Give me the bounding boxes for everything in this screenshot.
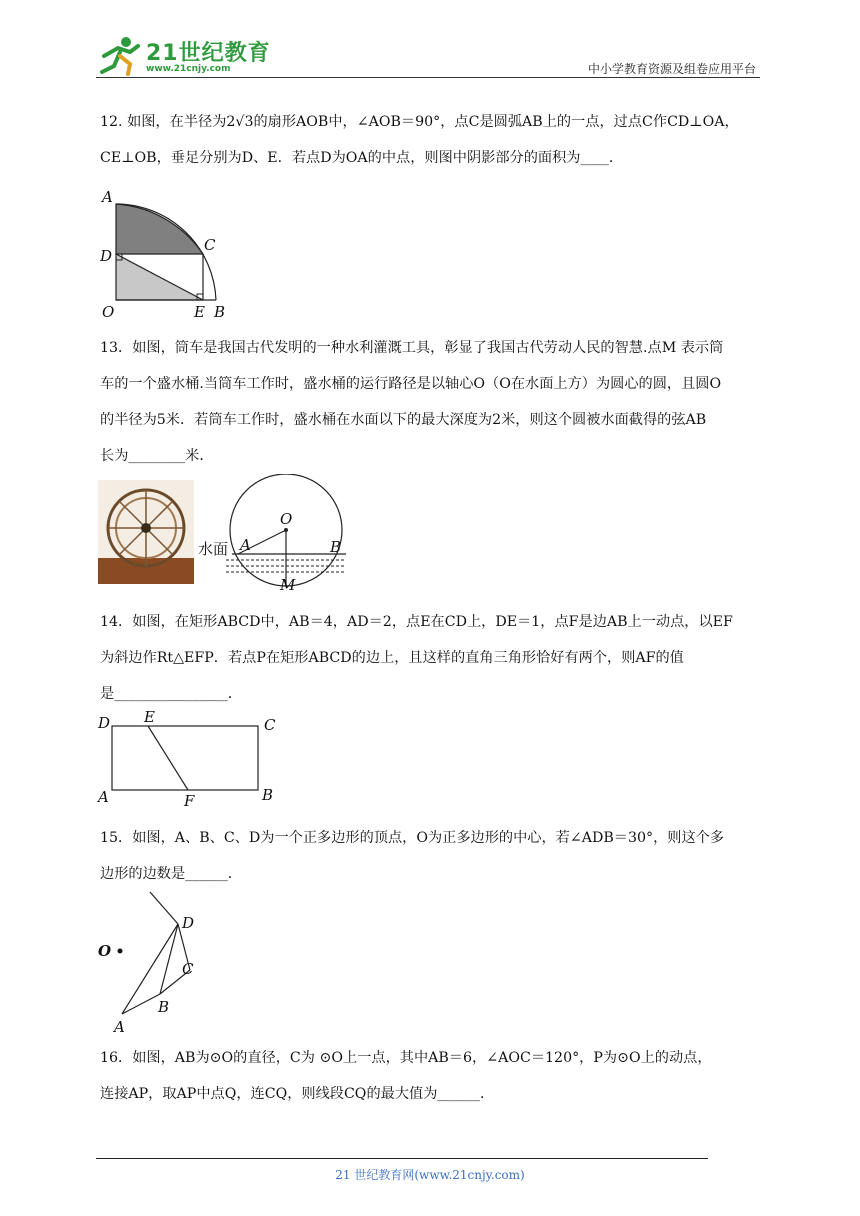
label-B: B: [158, 998, 170, 1016]
footer-link[interactable]: 21 世纪教育网(www.21cnjy.com): [335, 1168, 525, 1182]
runner-icon: [96, 34, 146, 76]
question-13-line-2: 车的一个盛水桶.当筒车工作时，盛水桶的运行路径是以轴心O（O在水面上方）为圆心的圆，且圆O: [100, 376, 722, 392]
label-D: D: [98, 714, 111, 732]
question-12: [100, 104, 760, 176]
logo-text: 21世纪教育: [146, 41, 271, 66]
header-divider: [96, 77, 760, 78]
label-B: B: [330, 538, 342, 556]
question-12-line-2: CE⊥OB，垂足分别为D、E．若点D为OA的中点，则图中阴影部分的面积为____．: [100, 150, 624, 166]
label-M: M: [280, 576, 296, 590]
platform-title: 中小学教育资源及组卷应用平台: [587, 62, 756, 76]
figure-12: [96, 186, 236, 322]
question-14-line-2: 为斜边作Rt△EFP．若点P在矩形ABCD的边上，且这样的直角三角形恰好有两个，则AF的值: [100, 650, 684, 666]
label-O: O: [98, 942, 112, 960]
question-14-line-3: 是________________．: [100, 686, 242, 702]
label-O: O: [102, 303, 115, 321]
label-C: C: [264, 716, 276, 734]
label-E: E: [144, 710, 155, 726]
label-C: C: [182, 960, 194, 978]
label-B: B: [262, 786, 274, 804]
label-A: A: [98, 788, 109, 806]
question-13-line-4: 长为________米．: [100, 448, 214, 464]
question-16-line-1: 16．如图，AB为⊙O的直径，C为 ⊙O上一点，其中AB＝6，∠AOC＝120°，P为⊙O上的动点，: [100, 1050, 712, 1066]
question-16: [100, 1040, 760, 1112]
question-15-line-2: 边形的边数是______．: [100, 866, 242, 882]
question-16-line-2: 连接AP，取AP中点Q，连CQ，则线段CQ的最大值为______．: [100, 1086, 495, 1102]
question-12-line-1: 12. 如图，在半径为2√3的扇形AOB中，∠AOB＝90°，点C是圆弧AB上的一点，过点C作CD⊥OA，: [100, 114, 739, 130]
label-A: A: [240, 536, 251, 554]
label-B: B: [214, 303, 226, 321]
label-F: F: [184, 792, 195, 810]
label-water-surface: 水面: [198, 540, 229, 558]
question-15: [100, 820, 760, 892]
waterwheel-photo: [98, 480, 194, 584]
figure-13: [196, 474, 356, 590]
question-14: [100, 604, 760, 712]
label-C: C: [204, 236, 216, 254]
label-D: D: [100, 247, 113, 265]
question-13-line-3: 的半径为5米．若筒车工作时，盛水桶在水面以下的最大深度为2米，则这个圆被水面截得的弦AB: [100, 412, 707, 428]
figure-15: [96, 888, 216, 1036]
question-13-line-1: 13．如图，筒车是我国古代发明的一种水利灌溉工具，彰显了我国古代劳动人民的智慧.点M 表示筒: [100, 340, 724, 356]
question-14-line-1: 14．如图，在矩形ABCD中，AB＝4，AD＝2，点E在CD上，DE＝1，点F是边AB上一动点，以EF: [100, 614, 733, 630]
label-E: E: [194, 303, 205, 321]
figure-14: [96, 710, 286, 810]
question-15-line-1: 15．如图，A、B、C、D为一个正多边形的顶点，O为正多边形的中心，若∠ADB＝30°，则这个多: [100, 830, 725, 846]
label-A: A: [114, 1018, 125, 1036]
logo-url: www.21cnjy.com: [146, 64, 231, 74]
label-A: A: [102, 188, 113, 206]
footer-divider: [96, 1158, 708, 1159]
label-O: O: [280, 510, 293, 528]
label-D: D: [182, 914, 195, 932]
question-13: [100, 330, 760, 474]
